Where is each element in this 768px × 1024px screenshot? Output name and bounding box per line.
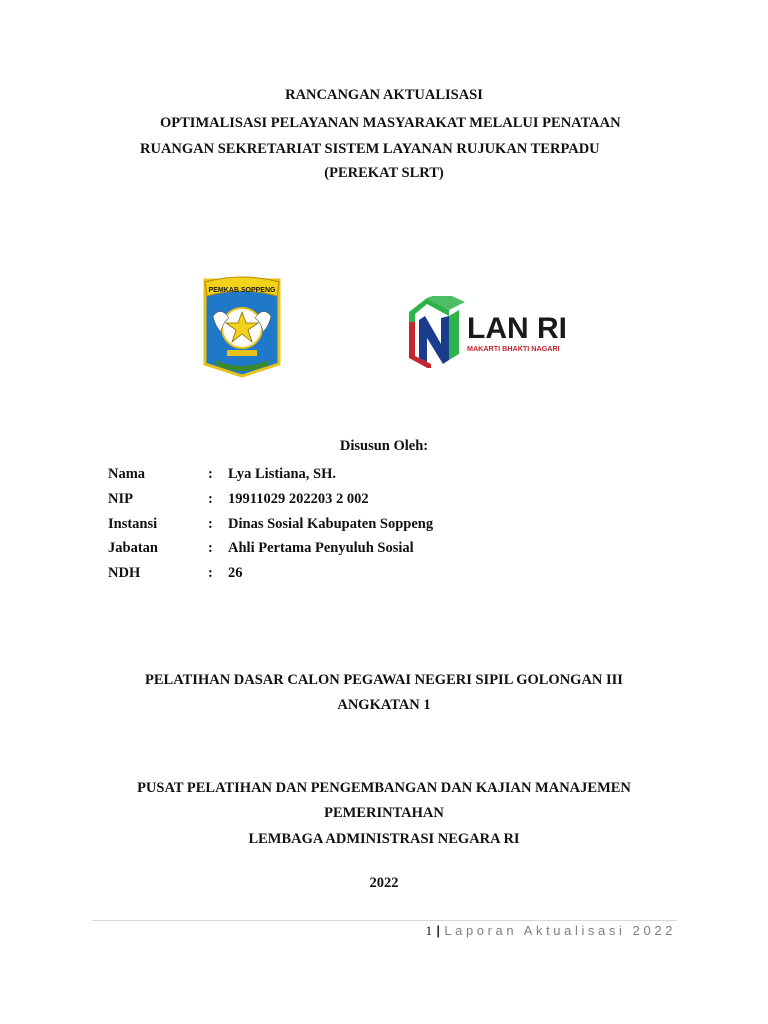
lan-ri-tagline: MAKARTI BHAKTI NAGARI [467, 344, 560, 353]
title-line-3: (PEREKAT SLRT) [324, 165, 444, 181]
row-value: Lya Listiana, SH. [228, 466, 336, 482]
document-heading: RANCANGAN AKTUALISASI [285, 87, 483, 103]
page-number: 1 [425, 923, 433, 938]
title-line-1: OPTIMALISASI PELAYANAN MASYARAKAT MELALUI PENATAAN [160, 115, 621, 131]
document-year: 2022 [369, 875, 399, 891]
institution-line-2: PEMERINTAHAN [324, 805, 444, 821]
row-colon: : [208, 466, 213, 482]
row-value: Ahli Pertama Penyuluh Sosial [228, 540, 414, 556]
row-label: NIP [108, 491, 133, 507]
training-line-1: PELATIHAN DASAR CALON PEGAWAI NEGERI SIPIL GOLONGAN III [145, 672, 623, 688]
pemkab-soppeng-emblem-icon [201, 276, 283, 378]
row-value: Dinas Sosial Kabupaten Soppeng [228, 516, 434, 532]
footer-divider [92, 920, 677, 921]
row-label: Jabatan [108, 540, 158, 556]
row-value: 19911029 202203 2 002 [228, 491, 369, 507]
lan-ri-logo-icon [405, 296, 580, 368]
author-heading: Disusun Oleh: [339, 438, 429, 454]
row-label: Nama [108, 466, 146, 482]
page-footer [426, 923, 676, 939]
training-line-2: ANGKATAN 1 [337, 697, 431, 713]
row-colon: : [208, 491, 213, 507]
row-colon: : [208, 565, 213, 581]
institution-line-3: LEMBAGA ADMINISTRASI NEGARA RI [248, 831, 520, 847]
footer-title: Laporan Aktualisasi 2022 [444, 923, 676, 938]
row-colon: : [208, 540, 213, 556]
row-label: NDH [108, 565, 141, 581]
title-line-2: RUANGAN SEKRETARIAT SISTEM LAYANAN RUJUKAN TERPADU [140, 141, 600, 157]
lan-ri-wordmark: LAN RI [467, 312, 567, 345]
emblem-ribbon-text: PEMKAB SOPPENG [208, 287, 276, 294]
footer-separator: | [436, 923, 441, 938]
row-colon: : [208, 516, 213, 532]
row-value: 26 [228, 565, 243, 581]
row-label: Instansi [108, 516, 158, 532]
institution-line-1: PUSAT PELATIHAN DAN PENGEMBANGAN DAN KAJIAN MANAJEMEN [137, 780, 631, 796]
